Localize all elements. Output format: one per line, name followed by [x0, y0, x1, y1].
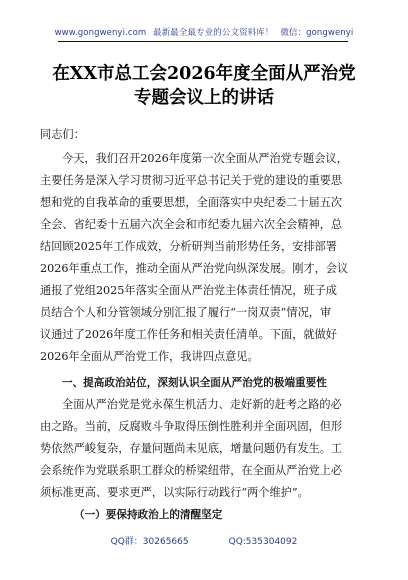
footer-qq-contact: QQ:535304092	[228, 537, 298, 547]
subsection-heading: （一）要保持政治上的清醒坚定	[74, 509, 223, 521]
body-line: 通报了党组2025年落实全面从严治党主体责任情况，班子成	[40, 284, 337, 297]
body-line: 员结合个人和分管领域分别汇报了履行“一岗双责”情况，审	[40, 306, 332, 319]
body-line: 主要任务是深入学习贯彻习近平总书记关于党的建设的重要思	[40, 174, 343, 187]
body-line: 今天，我们召开2026年度第一次全面从严治党专题会议，	[62, 152, 348, 165]
body-line: 2026年重点工作，推动全面从严治党向纵深发展。刚才，会议	[40, 262, 349, 275]
salutation: 同志们：	[40, 128, 85, 141]
document-title-line1: 在XX市总工会2026年度全面从严治党	[52, 64, 356, 84]
body-line: 全面从严治党是党永葆生机活力、走好新的赶考之路的必	[62, 398, 342, 411]
body-line: 须标准更高、要求更严，以实际行动践行“两个维护”。	[40, 486, 309, 499]
body-line: 全会、省纪委十五届六次全会和市纪委九届六次全会精神，总	[40, 218, 343, 231]
body-line: 势依然严峻复杂，存量问题尚未见底，增量问题仍有发生。工	[40, 442, 343, 455]
body-line: 2026年全面从严治党工作，我讲四点意见。	[40, 350, 259, 363]
body-line: 想和党的自我革命的重要思想，全面落实中央纪委二十届五次	[40, 196, 343, 209]
footer-qq-group: QQ群：30265665	[110, 537, 189, 547]
header-divider	[58, 41, 348, 42]
body-line: 议通过了2026年度工作任务和相关责任清单。下面，就做好	[40, 328, 337, 341]
page-footer	[0, 534, 408, 547]
body-line: 由之路。当前，反腐败斗争取得压倒性胜利并全面巩固，但形	[40, 420, 343, 433]
section-heading: 一、提高政治站位，深刻认识全面从严治党的极端重要性	[62, 377, 327, 389]
header-website: www.gongwenyi.com	[54, 28, 147, 38]
header-wechat: 微信：gongwenyi	[280, 28, 354, 38]
page-header	[20, 26, 388, 38]
document-title-line2: 专题会议上的讲话	[134, 88, 274, 108]
body-line: 会系统作为党联系职工群众的桥梁纽带，在全面从严治党上必	[40, 464, 343, 477]
body-line: 结回顾2025年工作成效，分析研判当前形势任务，安排部署	[40, 240, 337, 253]
header-slogan: 最新最全最专业的公文资料库！	[153, 28, 274, 38]
